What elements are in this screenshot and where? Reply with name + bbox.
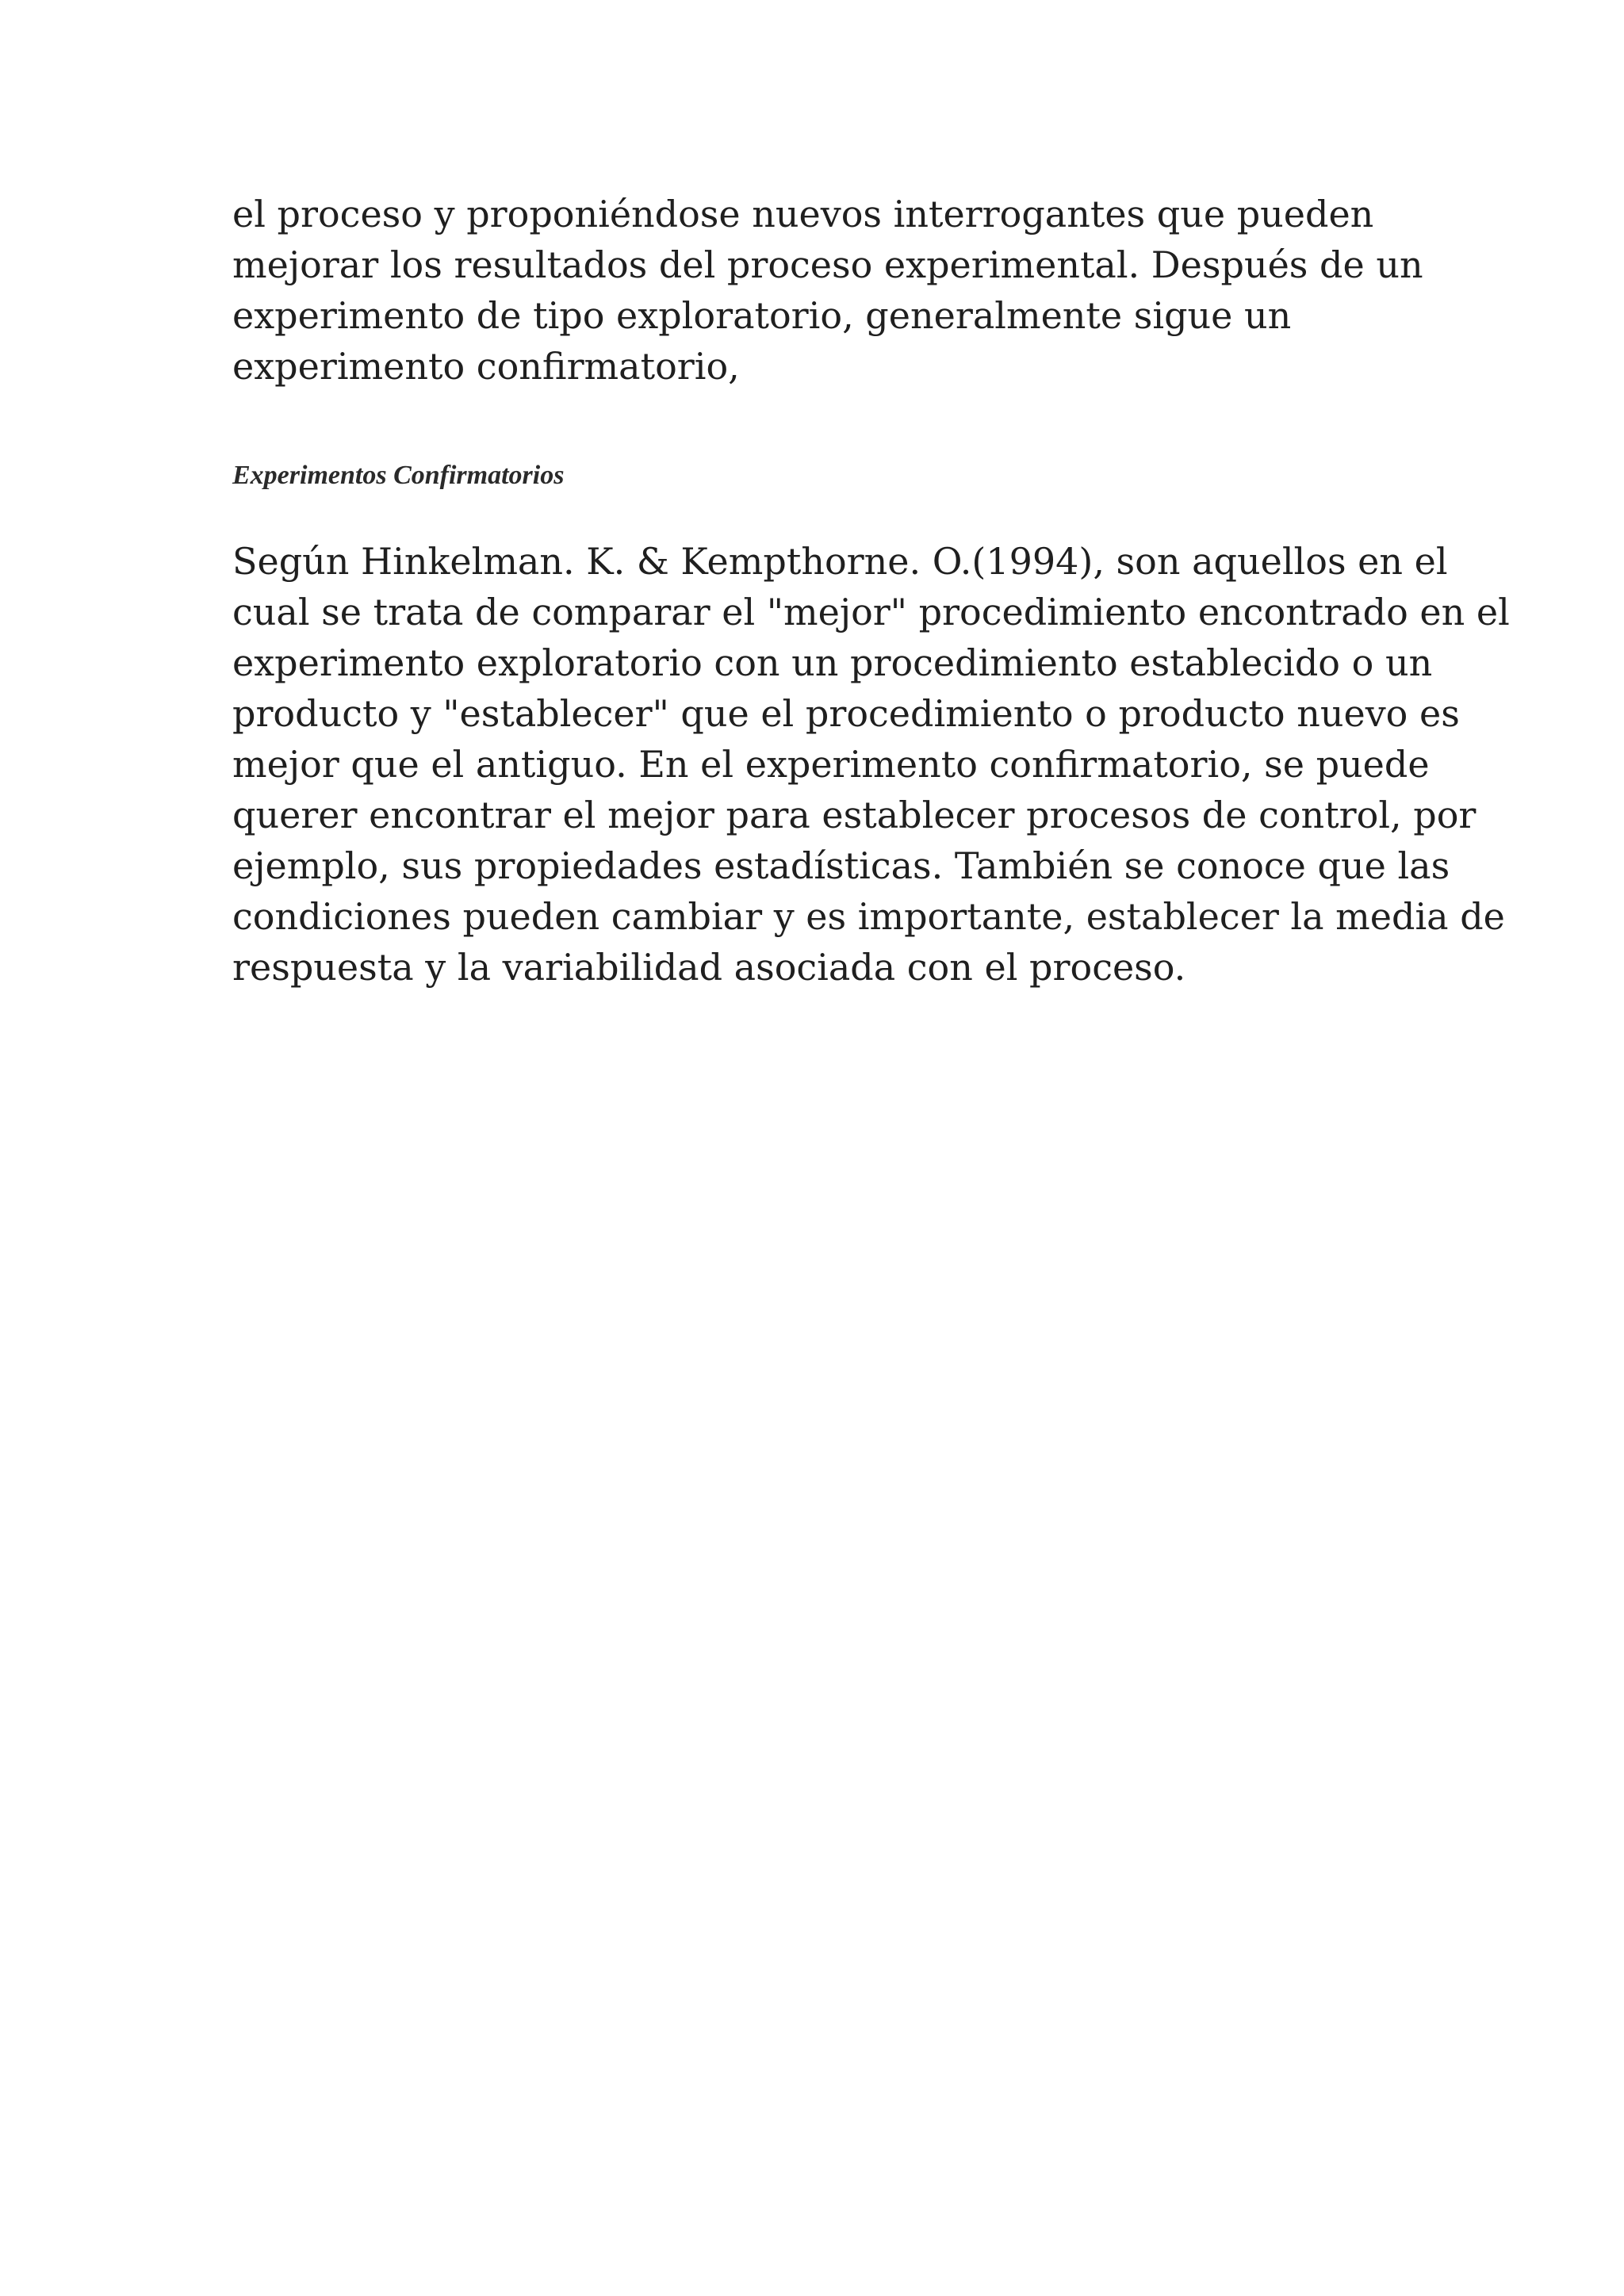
paragraph-intro bbox=[232, 189, 1423, 392]
paragraph-line: mejor que el antiguo. En el experimento confirmatorio, se puede bbox=[232, 743, 1430, 786]
paragraph-line: experimento de tipo exploratorio, generalmente sigue un bbox=[232, 294, 1292, 337]
paragraph-line: Según Hinkelman. K. & Kempthorne. O.(1994), son aquellos en el bbox=[232, 540, 1448, 583]
paragraph-line: cual se trata de comparar el "mejor" procedimiento encontrado en el bbox=[232, 591, 1510, 633]
page-content bbox=[232, 189, 1510, 989]
paragraph-line: condiciones pueden cambiar y es importante, establecer la media de bbox=[232, 895, 1505, 938]
paragraph-line: el proceso y proponiéndose nuevos interrogantes que pueden bbox=[232, 193, 1374, 235]
section-heading: Experimentos Confirmatorios bbox=[232, 461, 565, 490]
paragraph-line: experimento exploratorio con un procedimiento establecido o un bbox=[232, 641, 1433, 684]
paragraph-line: experimento confirmatorio, bbox=[232, 345, 740, 388]
paragraph-line: ejemplo, sus propiedades estadísticas. También se conoce que las bbox=[232, 844, 1450, 887]
paragraph-line: querer encontrar el mejor para establecer procesos de control, por bbox=[232, 794, 1477, 836]
paragraph-line: mejorar los resultados del proceso experimental. Después de un bbox=[232, 243, 1423, 286]
paragraph-line: producto y "establecer" que el procedimiento o producto nuevo es bbox=[232, 692, 1460, 735]
paragraph-line: respuesta y la variabilidad asociada con el proceso. bbox=[232, 946, 1186, 989]
paragraph-confirmatory bbox=[232, 536, 1510, 993]
